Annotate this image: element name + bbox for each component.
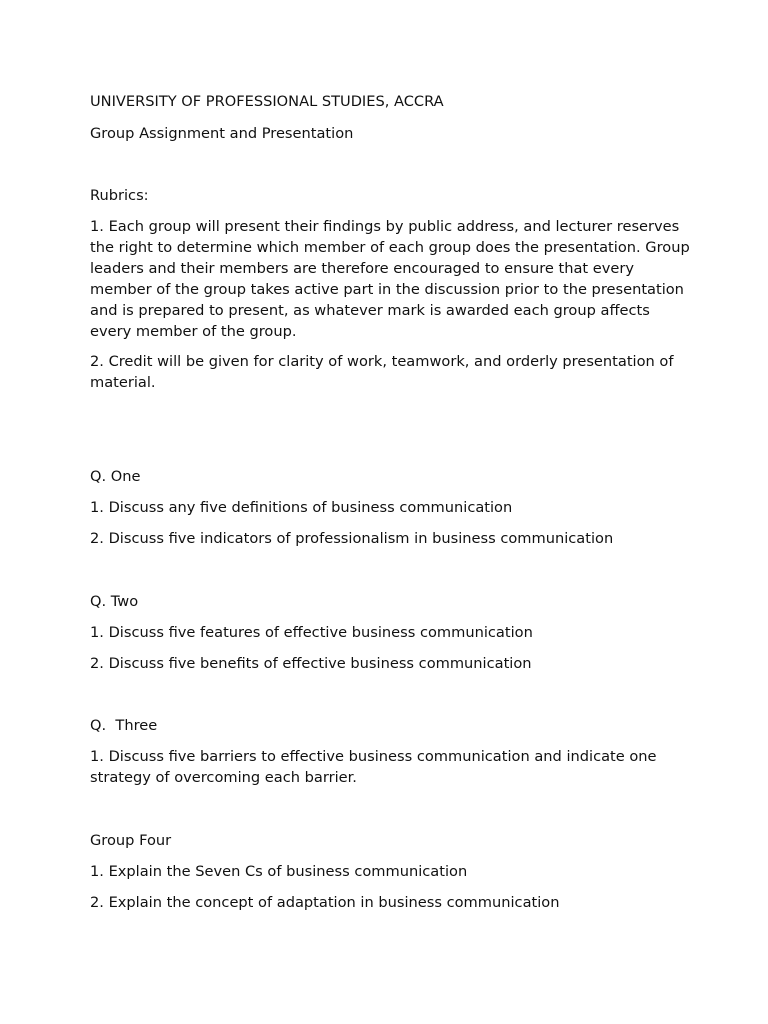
question-two-heading: Q. Two [90,593,139,610]
assignment-title: Group Assignment and Presentation [90,125,354,142]
rubrics-heading: Rubrics: [90,187,149,204]
question-one-item-1: 1. Discuss any five definitions of business communication [90,499,513,516]
question-two-item-1: 1. Discuss five features of effective business communication [90,624,533,641]
question-two-item-2: 2. Discuss five benefits of effective business communication [90,655,532,672]
rubric-item-2: 2. Credit will be given for clarity of work, teamwork, and orderly presentation of material. [90,353,674,391]
group-four-item-2: 2. Explain the concept of adaptation in business communication [90,894,560,911]
question-three-item-1: 1. Discuss five barriers to effective business communication and indicate one strategy of overcoming each barrier. [90,748,657,786]
university-title: UNIVERSITY OF PROFESSIONAL STUDIES, ACCRA [90,93,444,110]
question-one-heading: Q. One [90,468,141,485]
question-three-heading: Q. Three [90,717,158,734]
group-four-item-1: 1. Explain the Seven Cs of business communication [90,863,468,880]
rubric-item-1: 1. Each group will present their findings by public address, and lecturer reserves the right to determine which member of each group does the presentation. Group leaders and their members are therefore encouraged to ensure that every member of the group takes active part in the discussion prior to the presentation and is prepared to present, as whatever mark is awarded each group affects every member of the group. [90,218,690,340]
question-one-item-2: 2. Discuss five indicators of professionalism in business communication [90,530,614,547]
group-four-heading: Group Four [90,832,172,849]
